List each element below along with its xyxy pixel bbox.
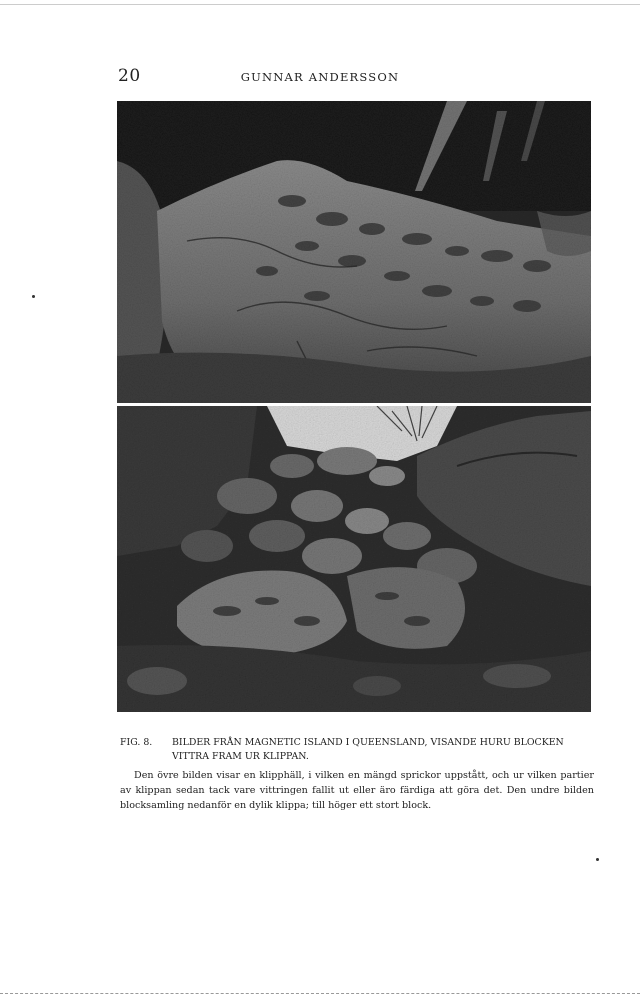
page-number: 20: [118, 66, 141, 86]
top-edge-rule: [0, 4, 640, 5]
running-title: GUNNAR ANDERSSON: [240, 70, 400, 84]
caption-line-2: VITTRA FRAM UR KLIPPAN.: [172, 751, 309, 762]
body-paragraph: [120, 768, 594, 813]
bottom-edge-rule: [0, 993, 640, 994]
figure-caption: [120, 736, 594, 764]
lower-photo-image: [117, 406, 591, 712]
body-paragraph-text: Den övre bilden visar en klipphäll, i vilken en mängd sprickor uppstått, och ur vilken partier av klippan sedan tack vare vittringen fallit ut eller äro färdiga att göra det. Den undre bilden blocksamling nedanför en dylik klippa; till höger ett stort block.: [120, 770, 594, 811]
upper-photo-image: [117, 101, 591, 403]
margin-speck: [32, 295, 35, 298]
margin-speck: [596, 858, 599, 861]
figure-label: FIG. 8.: [120, 737, 153, 748]
caption-line-1: BILDER FRÅN MAGNETIC ISLAND I QUEENSLAND, VISANDE HURU BLOCKEN: [172, 737, 564, 748]
lower-photo: [117, 406, 591, 712]
upper-photo: [117, 101, 591, 403]
